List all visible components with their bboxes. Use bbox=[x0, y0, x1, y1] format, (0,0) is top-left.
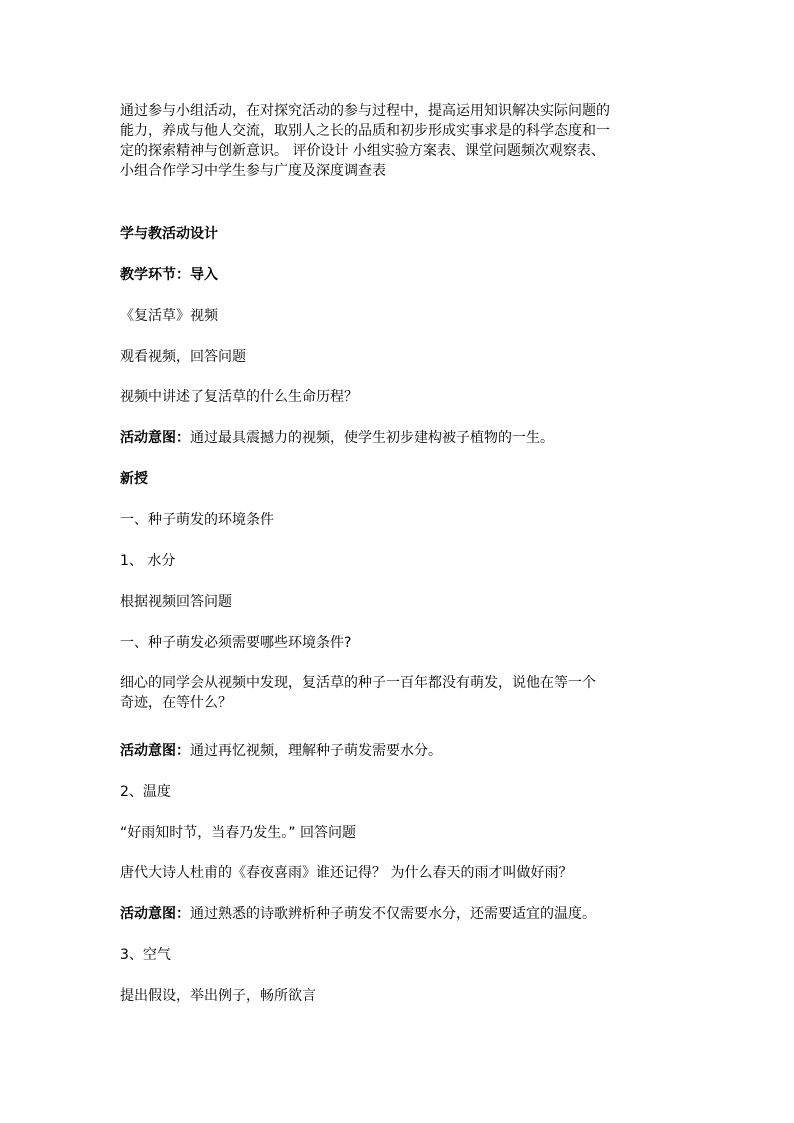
watch-answer-text: 观看视频，回答问题 bbox=[120, 349, 246, 365]
intro-line: 通过参与小组活动，在对探究活动的参与过程中，提高运用知识解决实际问题的 bbox=[120, 103, 610, 119]
conditions-question: 一、种子萌发必须需要哪些环境条件? bbox=[120, 635, 352, 651]
intent-label: 活动意图： bbox=[120, 430, 190, 446]
wonder-line: 细心的同学会从视频中发现，复活草的种子一百年都没有萌发，说他在等一个 bbox=[120, 675, 596, 691]
intent-2 bbox=[120, 741, 690, 761]
wonder-paragraph bbox=[120, 673, 690, 713]
intro-paragraph bbox=[120, 101, 690, 181]
intro-line: 小组合作学习中学生参与广度及深度调查表 bbox=[120, 163, 386, 179]
heading-new: 新授 bbox=[120, 471, 148, 487]
intent-3 bbox=[120, 904, 690, 924]
wonder-line: 奇迹，在等什么？ bbox=[120, 695, 232, 711]
heading-design: 学与教活动设计 bbox=[120, 226, 218, 242]
video-title: 《复活草》视频 bbox=[120, 308, 218, 324]
intent-text: 通过熟悉的诗歌辨析种子萌发不仅需要水分，还需要适宜的温度。 bbox=[190, 906, 596, 922]
intent-text: 通过最具震撼力的视频，使学生初步建构被子植物的一生。 bbox=[190, 430, 554, 446]
video-question: 视频中讲述了复活草的什么生命历程？ bbox=[120, 389, 358, 405]
intent-1 bbox=[120, 428, 690, 448]
intro-line: 能力，养成与他人交流，取别人之长的品质和初步形成实事求是的科学态度和一 bbox=[120, 123, 610, 139]
hypothesis-text: 提出假设，举出例子，畅所欲言 bbox=[120, 988, 316, 1004]
poem-question: 唐代大诗人杜甫的《春夜喜雨》谁还记得？ 为什么春天的雨才叫做好雨？ bbox=[120, 865, 573, 881]
heading-stage: 教学环节：导入 bbox=[120, 267, 218, 283]
intent-label: 活动意图： bbox=[120, 906, 190, 922]
item-air: 3、空气 bbox=[120, 947, 171, 963]
poem-line: “好雨知时节，当春乃发生。” 回答问题 bbox=[120, 825, 356, 841]
item-water: 1、 水分 bbox=[120, 553, 176, 569]
intent-text: 通过再忆视频，理解种子萌发需要水分。 bbox=[190, 743, 442, 759]
answer-by-video: 根据视频回答问题 bbox=[120, 594, 232, 610]
section-heading: 一、种子萌发的环境条件 bbox=[120, 512, 274, 528]
intro-line: 定的探索精神与创新意识。 评价设计 小组实验方案表、课堂问题频次观察表、 bbox=[120, 143, 605, 159]
item-temperature: 2、温度 bbox=[120, 784, 171, 800]
intent-label: 活动意图： bbox=[120, 743, 190, 759]
